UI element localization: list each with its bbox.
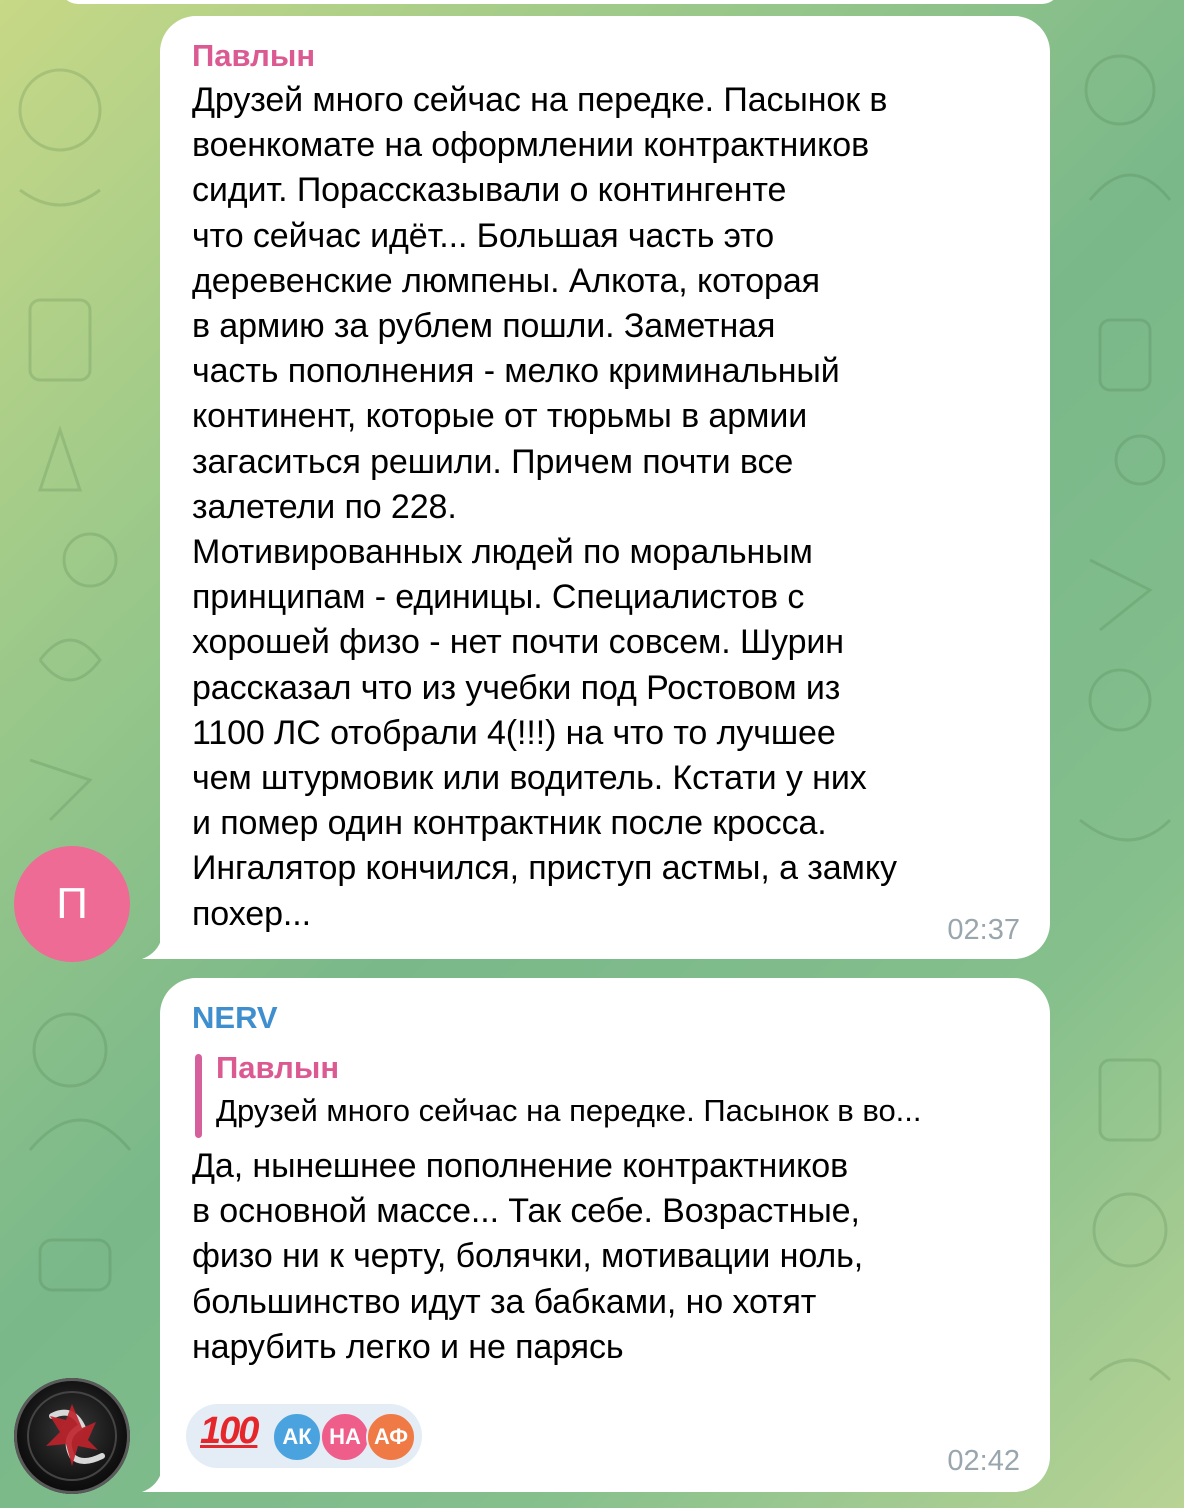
reply-text: Друзей много сейчас на передке. Пасынок в во... (216, 1093, 922, 1128)
sender-name[interactable]: Павлын (192, 38, 316, 73)
bubble-tail (142, 937, 162, 959)
message-bubble[interactable] (160, 16, 1050, 959)
sender-name[interactable]: NERV (192, 1000, 278, 1035)
reply-quote[interactable] (192, 1048, 1020, 1140)
reaction-avatar: НА (320, 1412, 370, 1462)
reply-sender-name: Павлын (216, 1050, 340, 1085)
previous-message-edge (60, 0, 1060, 4)
message-text: Да, нынешнее пополнение контрактников в основной массе... Так себе. Возрастные, физо ни к черту, болячки, мотивации ноль, большинство идут за бабками, но хотят нарубить легко и не парясь (192, 1147, 864, 1366)
message-time: 02:37 (947, 914, 1020, 946)
reaction-avatar: АФ (366, 1412, 416, 1462)
message-text: Друзей много сейчас на передке. Пасынок в военкомате на оформлении контрактников сидит. Порассказывали о контингенте что сейчас идёт... Большая часть это деревенские люмпены. Алкота, которая в армию за рублем пошли. Заметная часть пополнения - мелко криминальный континент, которые от тюрьмы в армии загаситься решили. Причем почти все залетели по 228. Мотивированных людей по моральным принципам - единицы. Специалистов с хорошей физо - нет почти совсем. Шурин рассказал что из учебки под Ростовом из 1100 ЛС отобрали 4(!!!) на что то лучшее чем штурмовик или водитель. Кстати у них и помер один контрактник после кросса. Ингалятор кончился, приступ астмы, а замку похер... (192, 81, 897, 933)
message-bubble[interactable] (160, 978, 1050, 1492)
reply-bar (195, 1054, 202, 1138)
message-time: 02:42 (947, 1445, 1020, 1477)
sk-logo-icon (22, 1386, 122, 1486)
bubble-tail (142, 1470, 162, 1492)
reaction-chip[interactable] (186, 1404, 422, 1468)
avatar[interactable] (14, 846, 130, 962)
reaction-avatar: АК (272, 1412, 322, 1462)
avatar-letter: П (56, 879, 88, 928)
avatar[interactable] (14, 1378, 130, 1494)
hundred-points-icon: 100 (200, 1410, 258, 1452)
